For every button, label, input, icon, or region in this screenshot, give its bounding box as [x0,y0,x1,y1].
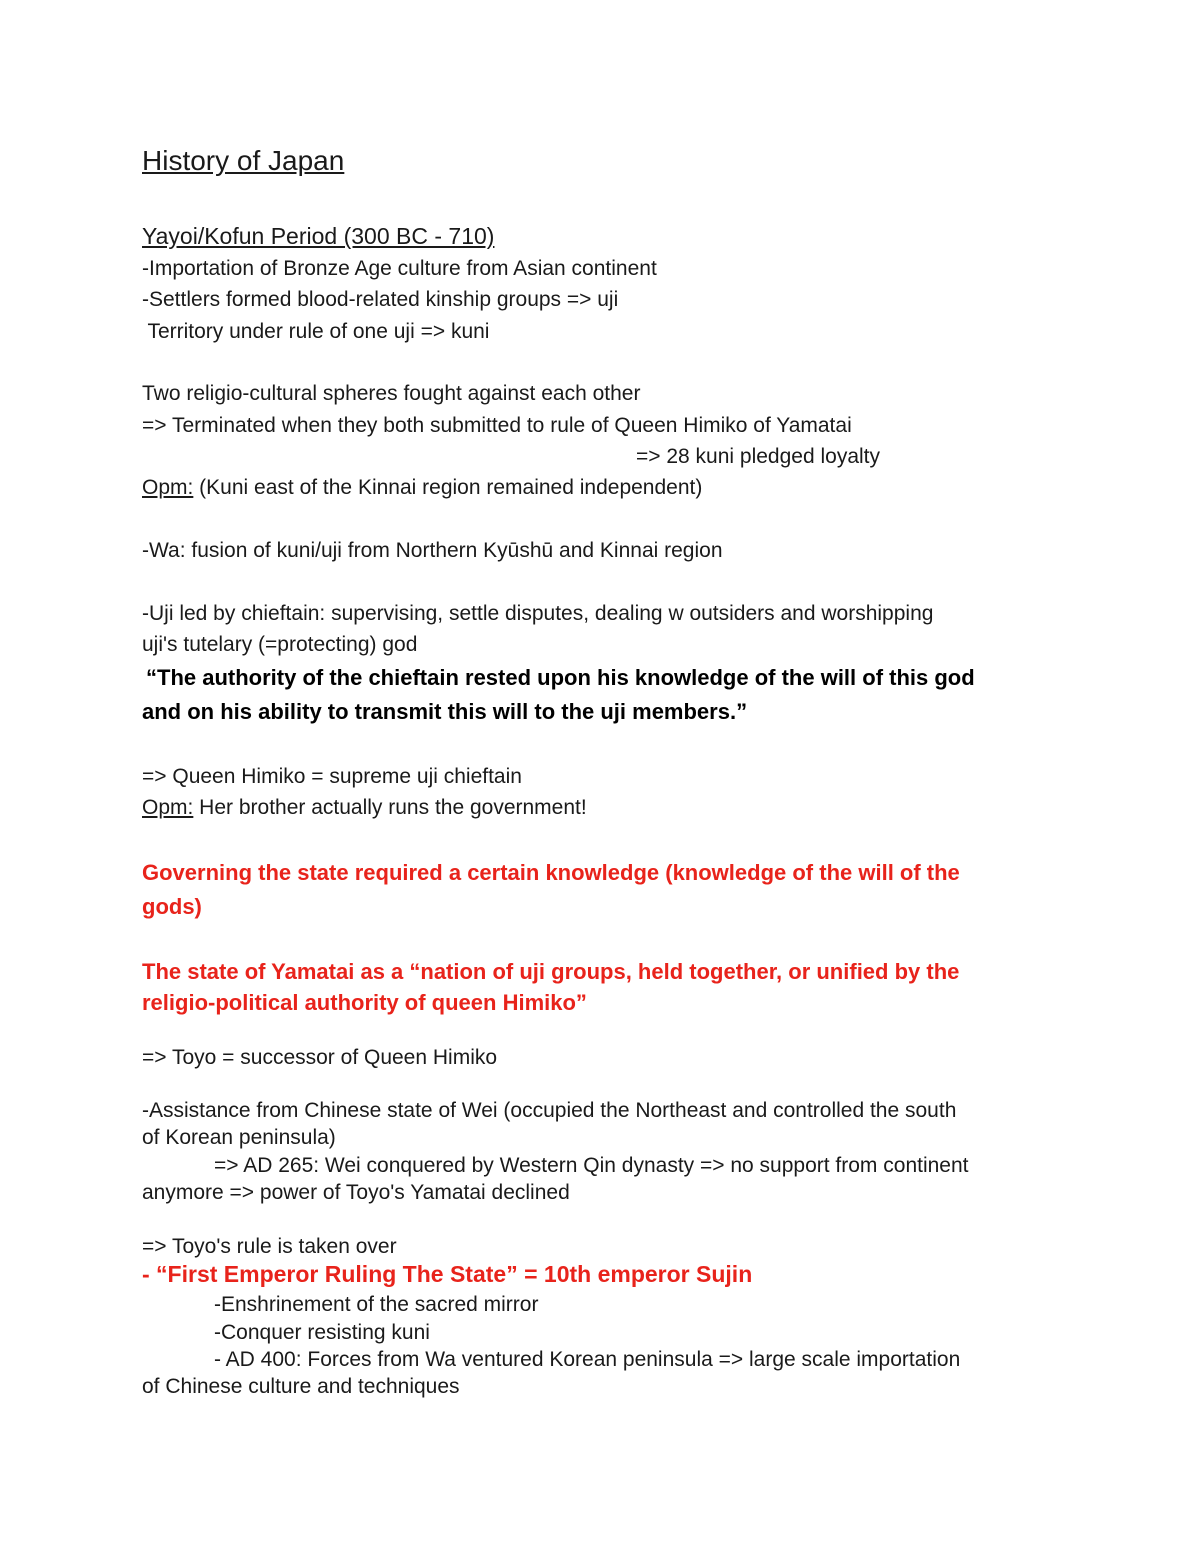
page-title: History of Japan [142,145,345,176]
text-line: of Chinese culture and techniques [142,1375,460,1398]
text-line: anymore => power of Toyo's Yamatai declined [142,1181,570,1204]
text-line: - AD 400: Forces from Wa ventured Korean peninsula => large scale importation [214,1348,961,1371]
opinion-text: Her brother actually runs the government! [193,796,587,819]
text-line: of Korean peninsula) [142,1126,336,1149]
opinion-line [142,475,702,501]
text-line: -Uji led by chieftain: supervising, settle disputes, dealing w outsiders and worshipping [142,602,934,625]
opinion-line [142,795,587,821]
text-line: -Wa: fusion of kuni/uji from Northern Kyūshū and Kinnai region [142,539,723,562]
text-line: -Conquer resisting kuni [214,1321,430,1344]
text-line: => Queen Himiko = supreme uji chieftain [142,765,522,788]
text-line: => AD 265: Wei conquered by Western Qin dynasty => no support from continent [214,1154,969,1177]
quote-line: and on his ability to transmit this will to the uji members.” [142,699,748,724]
section-heading: Yayoi/Kofun Period (300 BC - 710) [142,223,495,249]
text-line: -Importation of Bronze Age culture from Asian continent [142,257,657,280]
highlight-line: The state of Yamatai as a “nation of uji groups, held together, or unified by the [142,959,960,984]
text-line: Territory under rule of one uji => kuni [142,320,490,343]
quote-line: “The authority of the chieftain rested upon his knowledge of the will of this god [146,665,975,690]
highlight-line: - “First Emperor Ruling The State” = 10th emperor Sujin [142,1261,753,1287]
text-line: Two religio-cultural spheres fought against each other [142,382,641,405]
text-line: uji's tutelary (=protecting) god [142,633,418,656]
opm-label: Opm: [142,476,194,499]
text-line: -Assistance from Chinese state of Wei (occupied the Northeast and controlled the south [142,1099,957,1122]
text-line: => Terminated when they both submitted to rule of Queen Himiko of Yamatai [142,414,852,437]
text-line: -Settlers formed blood-related kinship groups => uji [142,288,619,311]
text-line: -Enshrinement of the sacred mirror [214,1293,539,1316]
text-line: => Toyo = successor of Queen Himiko [142,1046,498,1069]
opinion-text: (Kuni east of the Kinnai region remained independent) [193,476,703,499]
highlight-line: Governing the state required a certain knowledge (knowledge of the will of the [142,860,960,885]
text-line: => Toyo's rule is taken over [142,1235,397,1258]
opm-label: Opm: [142,796,194,819]
text-line: => 28 kuni pledged loyalty [636,445,881,468]
highlight-line: gods) [142,894,202,919]
highlight-line: religio-political authority of queen Himiko” [142,990,587,1015]
